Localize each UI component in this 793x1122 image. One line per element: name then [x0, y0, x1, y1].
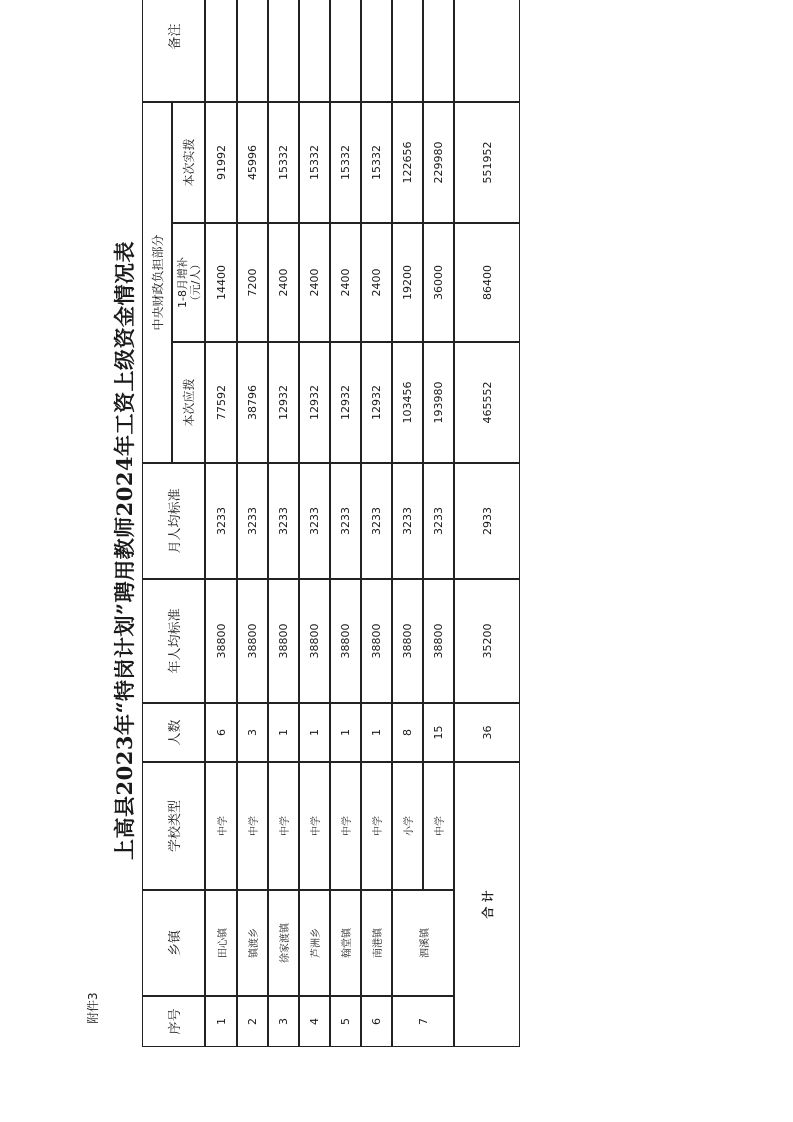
total-label: 合 计	[454, 762, 520, 1047]
table-cell-payable: 103456	[392, 342, 423, 463]
header-remark: 备注	[142, 0, 205, 102]
table-cell-subsidy: 14400	[205, 223, 237, 342]
table-cell-school-type: 小学	[392, 762, 423, 890]
table-cell-town: 徐家渡镇	[268, 890, 299, 996]
header-monthly-std: 月人均标准	[142, 463, 205, 579]
header-headcount: 人数	[142, 703, 205, 762]
table-cell-remark	[423, 0, 454, 102]
table-cell-monthly-std: 3233	[205, 463, 237, 579]
table-cell-town: 芦洲乡	[299, 890, 330, 996]
table-cell-index: 6	[361, 996, 392, 1047]
table-cell-school-type: 中学	[268, 762, 299, 890]
table-cell-index: 7	[392, 996, 454, 1047]
funding-table-container	[142, 23, 520, 1047]
table-cell-annual-std: 38800	[299, 579, 330, 703]
table-cell-actual: 91992	[205, 102, 237, 223]
total-annual-std: 35200	[454, 579, 520, 703]
table-cell-actual: 15332	[268, 102, 299, 223]
table-cell-remark	[205, 0, 237, 102]
table-cell-annual-std: 38800	[205, 579, 237, 703]
table-cell-monthly-std: 3233	[392, 463, 423, 579]
total-remark	[454, 0, 520, 102]
table-cell-remark	[299, 0, 330, 102]
table-cell-payable: 12932	[361, 342, 392, 463]
table-cell-headcount: 15	[423, 703, 454, 762]
table-cell-actual: 45996	[237, 102, 268, 223]
table-cell-index: 3	[268, 996, 299, 1047]
table-cell-monthly-std: 3233	[423, 463, 454, 579]
table-cell-town: 田心镇	[205, 890, 237, 996]
table-cell-annual-std: 38800	[392, 579, 423, 703]
table-cell-actual: 229980	[423, 102, 454, 223]
attachment-label: 附件3	[86, 992, 100, 1024]
table-cell-actual: 15332	[361, 102, 392, 223]
table-cell-annual-std: 38800	[423, 579, 454, 703]
header-school-type: 学校类型	[142, 762, 205, 890]
table-cell-subsidy: 2400	[361, 223, 392, 342]
table-cell-remark	[268, 0, 299, 102]
header-index: 序号	[142, 996, 205, 1047]
table-cell-payable: 12932	[268, 342, 299, 463]
table-cell-school-type: 中学	[330, 762, 361, 890]
total-payable: 465552	[454, 342, 520, 463]
table-cell-remark	[237, 0, 268, 102]
table-cell-payable: 193980	[423, 342, 454, 463]
table-cell-index: 1	[205, 996, 237, 1047]
table-cell-monthly-std: 3233	[299, 463, 330, 579]
table-cell-town: 镇渡乡	[237, 890, 268, 996]
table-cell-payable: 77592	[205, 342, 237, 463]
table-cell-remark	[392, 0, 423, 102]
header-payable: 本次应拨	[172, 342, 205, 463]
table-cell-payable: 38796	[237, 342, 268, 463]
total-actual: 551952	[454, 102, 520, 223]
table-cell-headcount: 1	[299, 703, 330, 762]
table-cell-monthly-std: 3233	[330, 463, 361, 579]
table-cell-annual-std: 38800	[330, 579, 361, 703]
table-cell-subsidy: 2400	[299, 223, 330, 342]
table-cell-remark	[330, 0, 361, 102]
table-cell-town: 南港镇	[361, 890, 392, 996]
table-cell-actual: 15332	[330, 102, 361, 223]
table-cell-subsidy: 7200	[237, 223, 268, 342]
table-cell-school-type: 中学	[299, 762, 330, 890]
table-cell-monthly-std: 3233	[361, 463, 392, 579]
table-cell-annual-std: 38800	[237, 579, 268, 703]
table-cell-actual: 15332	[299, 102, 330, 223]
table-cell-remark	[361, 0, 392, 102]
table-cell-monthly-std: 3233	[237, 463, 268, 579]
table-cell-subsidy: 19200	[392, 223, 423, 342]
table-cell-school-type: 中学	[237, 762, 268, 890]
table-cell-annual-std: 38800	[361, 579, 392, 703]
table-cell-subsidy: 2400	[330, 223, 361, 342]
table-cell-monthly-std: 3233	[268, 463, 299, 579]
total-subsidy: 86400	[454, 223, 520, 342]
header-actual: 本次实拨	[172, 102, 205, 223]
table-cell-school-type: 中学	[423, 762, 454, 890]
header-town: 乡镇	[142, 890, 205, 996]
table-cell-headcount: 1	[361, 703, 392, 762]
table-cell-subsidy: 2400	[268, 223, 299, 342]
table-cell-payable: 12932	[299, 342, 330, 463]
table-cell-index: 4	[299, 996, 330, 1047]
table-cell-headcount: 8	[392, 703, 423, 762]
table-cell-index: 5	[330, 996, 361, 1047]
table-cell-headcount: 1	[268, 703, 299, 762]
table-cell-payable: 12932	[330, 342, 361, 463]
table-cell-school-type: 中学	[361, 762, 392, 890]
table-cell-headcount: 3	[237, 703, 268, 762]
table-cell-school-type: 中学	[205, 762, 237, 890]
table-cell-annual-std: 38800	[268, 579, 299, 703]
table-cell-subsidy: 36000	[423, 223, 454, 342]
page-title: 上高县2023年“特岗计划”聘用教师2024年工资上级资金情况表	[112, 240, 137, 860]
header-central-finance: 中央财政负担部分	[142, 102, 172, 463]
table-cell-town: 泗溪镇	[392, 890, 454, 996]
table-cell-headcount: 6	[205, 703, 237, 762]
table-cell-headcount: 1	[330, 703, 361, 762]
header-annual-std: 年人均标准	[142, 579, 205, 703]
total-headcount: 36	[454, 703, 520, 762]
header-subsidy: 1-8月增补 （元/人）	[172, 223, 205, 342]
total-monthly-std: 2933	[454, 463, 520, 579]
table-cell-town: 翰堂镇	[330, 890, 361, 996]
table-cell-index: 2	[237, 996, 268, 1047]
table-cell-actual: 122656	[392, 102, 423, 223]
